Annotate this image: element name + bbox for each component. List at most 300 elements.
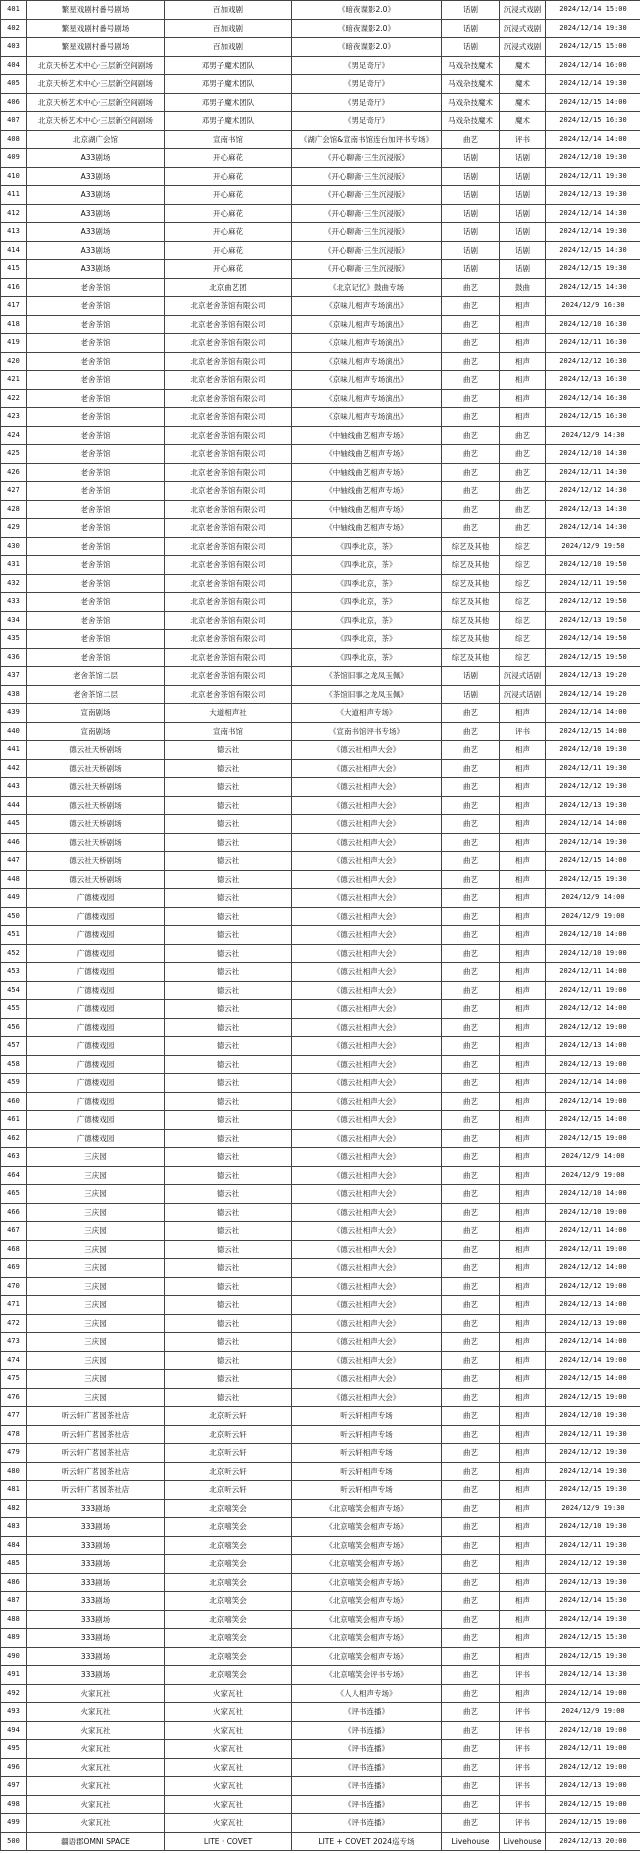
cell-category: Livehouse xyxy=(442,1832,500,1851)
cell-row-number: 407 xyxy=(1,112,27,131)
cell-venue: 333剧场 xyxy=(27,1518,165,1537)
cell-category: 马戏杂技魔术 xyxy=(442,112,500,131)
cell-subcategory: 相声 xyxy=(500,389,546,408)
cell-performance-time: 2024/12/13 14:30 xyxy=(546,500,640,519)
cell-subcategory: 相声 xyxy=(500,796,546,815)
cell-organizer: 开心麻花 xyxy=(165,167,292,186)
cell-category: 曲艺 xyxy=(442,130,500,149)
cell-row-number: 440 xyxy=(1,722,27,741)
cell-category: 曲艺 xyxy=(442,889,500,908)
cell-organizer: 北京嘻笑会 xyxy=(165,1573,292,1592)
cell-venue: A33剧场 xyxy=(27,204,165,223)
cell-venue: 广德楼戏园 xyxy=(27,1037,165,1056)
cell-organizer: 火家瓦社 xyxy=(165,1740,292,1759)
cell-category: 曲艺 xyxy=(442,371,500,390)
cell-category: 曲艺 xyxy=(442,852,500,871)
table-row xyxy=(1,1425,640,1444)
cell-category: 曲艺 xyxy=(442,870,500,889)
cell-category: 曲艺 xyxy=(442,1721,500,1740)
cell-category: 曲艺 xyxy=(442,1740,500,1759)
cell-program-title: 《德云社相声大会》 xyxy=(292,870,442,889)
cell-venue: 老舍茶馆 xyxy=(27,297,165,316)
cell-row-number: 460 xyxy=(1,1092,27,1111)
cell-organizer: 德云社 xyxy=(165,1203,292,1222)
cell-performance-time: 2024/12/15 15:00 xyxy=(546,38,640,57)
cell-performance-time: 2024/12/13 14:00 xyxy=(546,1296,640,1315)
cell-category: 曲艺 xyxy=(442,1092,500,1111)
cell-organizer: 北京嘻笑会 xyxy=(165,1629,292,1648)
table-row xyxy=(1,297,640,316)
cell-row-number: 495 xyxy=(1,1740,27,1759)
cell-category: 曲艺 xyxy=(442,1795,500,1814)
cell-venue: 333剧场 xyxy=(27,1592,165,1611)
cell-program-title: 听云轩相声专场 xyxy=(292,1425,442,1444)
cell-row-number: 412 xyxy=(1,204,27,223)
cell-program-title: 《开心聊斋·三生沉浸版》 xyxy=(292,167,442,186)
table-row xyxy=(1,1536,640,1555)
cell-performance-time: 2024/12/15 19:00 xyxy=(546,1388,640,1407)
cell-performance-time: 2024/12/14 19:30 xyxy=(546,75,640,94)
cell-subcategory: 评书 xyxy=(500,1758,546,1777)
cell-program-title: 《宣南书馆评书专场》 xyxy=(292,722,442,741)
cell-venue: 333剧场 xyxy=(27,1666,165,1685)
cell-row-number: 456 xyxy=(1,1018,27,1037)
cell-organizer: 德云社 xyxy=(165,1240,292,1259)
cell-program-title: 《中轴线曲艺相声专场》 xyxy=(292,500,442,519)
cell-category: 曲艺 xyxy=(442,1222,500,1241)
cell-row-number: 464 xyxy=(1,1166,27,1185)
cell-venue: 北京湖广会馆 xyxy=(27,130,165,149)
cell-subcategory: 评书 xyxy=(500,130,546,149)
cell-program-title: 《男足奇厅》 xyxy=(292,75,442,94)
cell-venue: 三庆园 xyxy=(27,1277,165,1296)
cell-performance-time: 2024/12/13 19:30 xyxy=(546,796,640,815)
cell-program-title: 《评书连播》 xyxy=(292,1758,442,1777)
cell-performance-time: 2024/12/15 16:30 xyxy=(546,112,640,131)
cell-program-title: 《人人相声专场》 xyxy=(292,1684,442,1703)
cell-subcategory: 沉浸式戏剧 xyxy=(500,1,546,20)
cell-category: 曲艺 xyxy=(442,778,500,797)
cell-program-title: 《德云社相声大会》 xyxy=(292,1370,442,1389)
cell-venue: 广德楼戏园 xyxy=(27,1074,165,1093)
cell-row-number: 463 xyxy=(1,1148,27,1167)
cell-category: 曲艺 xyxy=(442,1388,500,1407)
cell-program-title: 《德云社相声大会》 xyxy=(292,1222,442,1241)
cell-category: 曲艺 xyxy=(442,1666,500,1685)
cell-row-number: 491 xyxy=(1,1666,27,1685)
cell-subcategory: 相声 xyxy=(500,889,546,908)
cell-venue: 老舍茶馆 xyxy=(27,389,165,408)
cell-performance-time: 2024/12/13 19:00 xyxy=(546,1055,640,1074)
cell-performance-time: 2024/12/15 19:30 xyxy=(546,1481,640,1500)
cell-organizer: 邓男子魔术团队 xyxy=(165,112,292,131)
cell-row-number: 465 xyxy=(1,1185,27,1204)
cell-category: 曲艺 xyxy=(442,1277,500,1296)
cell-subcategory: 魔术 xyxy=(500,75,546,94)
cell-venue: 北京天桥艺术中心·三层新空间剧场 xyxy=(27,75,165,94)
cell-subcategory: 相声 xyxy=(500,1222,546,1241)
cell-venue: 繁星戏剧村番号剧场 xyxy=(27,38,165,57)
cell-organizer: 北京曲艺团 xyxy=(165,278,292,297)
table-row xyxy=(1,1277,640,1296)
cell-subcategory: 话剧 xyxy=(500,241,546,260)
cell-row-number: 452 xyxy=(1,944,27,963)
cell-performance-time: 2024/12/15 14:00 xyxy=(546,1111,640,1130)
cell-organizer: 北京听云轩 xyxy=(165,1481,292,1500)
cell-performance-time: 2024/12/9 19:00 xyxy=(546,1166,640,1185)
cell-subcategory: 综艺 xyxy=(500,556,546,575)
cell-venue: 北京天桥艺术中心·三层新空间剧场 xyxy=(27,93,165,112)
cell-row-number: 404 xyxy=(1,56,27,75)
cell-row-number: 443 xyxy=(1,778,27,797)
cell-subcategory: 魔术 xyxy=(500,112,546,131)
cell-row-number: 447 xyxy=(1,852,27,871)
cell-organizer: 德云社 xyxy=(165,1129,292,1148)
cell-row-number: 421 xyxy=(1,371,27,390)
cell-organizer: 德云社 xyxy=(165,1314,292,1333)
cell-row-number: 499 xyxy=(1,1814,27,1833)
cell-venue: 德云社天桥剧场 xyxy=(27,741,165,760)
table-row xyxy=(1,815,640,834)
cell-performance-time: 2024/12/15 16:30 xyxy=(546,408,640,427)
cell-row-number: 422 xyxy=(1,389,27,408)
cell-performance-time: 2024/12/15 19:00 xyxy=(546,1814,640,1833)
cell-program-title: 《德云社相声大会》 xyxy=(292,1388,442,1407)
cell-category: 曲艺 xyxy=(442,1647,500,1666)
cell-subcategory: 相声 xyxy=(500,352,546,371)
cell-venue: 老舍茶馆 xyxy=(27,611,165,630)
cell-program-title: 《北京嘻笑会相声专场》 xyxy=(292,1536,442,1555)
cell-row-number: 433 xyxy=(1,593,27,612)
cell-organizer: 德云社 xyxy=(165,1296,292,1315)
cell-program-title: 《中轴线曲艺相声专场》 xyxy=(292,463,442,482)
cell-subcategory: 相声 xyxy=(500,1055,546,1074)
cell-performance-time: 2024/12/12 19:30 xyxy=(546,1555,640,1574)
cell-organizer: 德云社 xyxy=(165,1277,292,1296)
cell-subcategory: 评书 xyxy=(500,1777,546,1796)
cell-program-title: 听云轩相声专场 xyxy=(292,1462,442,1481)
cell-venue: 333剧场 xyxy=(27,1610,165,1629)
cell-row-number: 425 xyxy=(1,445,27,464)
table-row xyxy=(1,1203,640,1222)
cell-row-number: 471 xyxy=(1,1296,27,1315)
cell-organizer: 火家瓦社 xyxy=(165,1684,292,1703)
cell-performance-time: 2024/12/14 13:30 xyxy=(546,1666,640,1685)
cell-organizer: 北京听云轩 xyxy=(165,1462,292,1481)
cell-performance-time: 2024/12/13 19:00 xyxy=(546,1777,640,1796)
cell-performance-time: 2024/12/10 19:30 xyxy=(546,1518,640,1537)
table-row xyxy=(1,1721,640,1740)
cell-venue: 老舍茶馆 xyxy=(27,500,165,519)
cell-row-number: 469 xyxy=(1,1259,27,1278)
cell-program-title: 《四季北京，茶》 xyxy=(292,574,442,593)
cell-row-number: 405 xyxy=(1,75,27,94)
cell-subcategory: 相声 xyxy=(500,907,546,926)
cell-venue: 老舍茶馆 xyxy=(27,537,165,556)
table-row xyxy=(1,19,640,38)
cell-program-title: 《德云社相声大会》 xyxy=(292,1148,442,1167)
cell-organizer: LITE · COVET xyxy=(165,1832,292,1851)
cell-program-title: 《男足奇厅》 xyxy=(292,56,442,75)
cell-subcategory: 相声 xyxy=(500,815,546,834)
cell-subcategory: 评书 xyxy=(500,1666,546,1685)
cell-row-number: 448 xyxy=(1,870,27,889)
cell-program-title: 《暗夜谍影2.0》 xyxy=(292,38,442,57)
cell-venue: A33剧场 xyxy=(27,167,165,186)
cell-organizer: 德云社 xyxy=(165,1370,292,1389)
cell-program-title: 《茶馆旧事之龙凤玉佩》 xyxy=(292,685,442,704)
cell-venue: 广德楼戏园 xyxy=(27,889,165,908)
cell-category: 曲艺 xyxy=(442,445,500,464)
cell-subcategory: 相声 xyxy=(500,1240,546,1259)
cell-organizer: 北京老舍茶馆有限公司 xyxy=(165,667,292,686)
cell-subcategory: 相声 xyxy=(500,1000,546,1019)
cell-performance-time: 2024/12/9 14:00 xyxy=(546,1148,640,1167)
cell-performance-time: 2024/12/10 19:00 xyxy=(546,1721,640,1740)
cell-subcategory: 相声 xyxy=(500,759,546,778)
cell-performance-time: 2024/12/13 16:30 xyxy=(546,371,640,390)
cell-organizer: 火家瓦社 xyxy=(165,1758,292,1777)
schedule-table-body xyxy=(1,1,640,1851)
cell-category: 曲艺 xyxy=(442,1610,500,1629)
cell-subcategory: 相声 xyxy=(500,1148,546,1167)
cell-venue: 北京天桥艺术中心·三层新空间剧场 xyxy=(27,112,165,131)
cell-program-title: 《德云社相声大会》 xyxy=(292,963,442,982)
cell-row-number: 457 xyxy=(1,1037,27,1056)
table-row xyxy=(1,1758,640,1777)
cell-organizer: 德云社 xyxy=(165,1185,292,1204)
cell-category: 曲艺 xyxy=(442,1462,500,1481)
cell-program-title: 《德云社相声大会》 xyxy=(292,1314,442,1333)
cell-category: 曲艺 xyxy=(442,741,500,760)
cell-venue: 听云轩广茗园茶社店 xyxy=(27,1481,165,1500)
cell-category: 曲艺 xyxy=(442,1018,500,1037)
table-row xyxy=(1,1259,640,1278)
cell-row-number: 439 xyxy=(1,704,27,723)
cell-program-title: 《德云社相声大会》 xyxy=(292,1166,442,1185)
cell-category: 曲艺 xyxy=(442,704,500,723)
cell-subcategory: 话剧 xyxy=(500,260,546,279)
cell-performance-time: 2024/12/14 19:50 xyxy=(546,630,640,649)
cell-subcategory: 相声 xyxy=(500,1129,546,1148)
cell-row-number: 474 xyxy=(1,1351,27,1370)
cell-performance-time: 2024/12/15 14:00 xyxy=(546,1370,640,1389)
cell-category: 曲艺 xyxy=(442,1758,500,1777)
cell-program-title: 《评书连播》 xyxy=(292,1814,442,1833)
cell-program-title: 《京味儿相声专场演出》 xyxy=(292,334,442,353)
cell-subcategory: 相声 xyxy=(500,1074,546,1093)
cell-category: 话剧 xyxy=(442,167,500,186)
cell-row-number: 430 xyxy=(1,537,27,556)
table-row xyxy=(1,1666,640,1685)
table-row xyxy=(1,38,640,57)
cell-program-title: 《四季北京，茶》 xyxy=(292,537,442,556)
cell-category: 话剧 xyxy=(442,1,500,20)
cell-category: 曲艺 xyxy=(442,1148,500,1167)
table-row xyxy=(1,1573,640,1592)
cell-organizer: 北京嘻笑会 xyxy=(165,1666,292,1685)
cell-organizer: 德云社 xyxy=(165,981,292,1000)
cell-venue: 广德楼戏园 xyxy=(27,907,165,926)
cell-performance-time: 2024/12/15 19:30 xyxy=(546,870,640,889)
table-row xyxy=(1,1296,640,1315)
cell-organizer: 德云社 xyxy=(165,1000,292,1019)
cell-venue: 333剧场 xyxy=(27,1629,165,1648)
cell-program-title: 《德云社相声大会》 xyxy=(292,1074,442,1093)
cell-organizer: 北京老舍茶馆有限公司 xyxy=(165,648,292,667)
table-row xyxy=(1,1629,640,1648)
cell-performance-time: 2024/12/10 14:00 xyxy=(546,926,640,945)
cell-row-number: 475 xyxy=(1,1370,27,1389)
cell-category: 曲艺 xyxy=(442,1037,500,1056)
cell-venue: 333剧场 xyxy=(27,1536,165,1555)
cell-venue: 老舍茶馆 xyxy=(27,445,165,464)
cell-program-title: 《德云社相声大会》 xyxy=(292,1240,442,1259)
cell-organizer: 开心麻花 xyxy=(165,149,292,168)
cell-organizer: 德云社 xyxy=(165,1074,292,1093)
cell-row-number: 413 xyxy=(1,223,27,242)
table-row xyxy=(1,278,640,297)
cell-category: 曲艺 xyxy=(442,278,500,297)
cell-organizer: 北京老舍茶馆有限公司 xyxy=(165,611,292,630)
cell-performance-time: 2024/12/11 19:00 xyxy=(546,1240,640,1259)
cell-program-title: 《茶馆旧事之龙凤玉佩》 xyxy=(292,667,442,686)
cell-row-number: 408 xyxy=(1,130,27,149)
cell-venue: 老舍茶馆 xyxy=(27,556,165,575)
cell-program-title: 《德云社相声大会》 xyxy=(292,1333,442,1352)
table-row xyxy=(1,149,640,168)
cell-performance-time: 2024/12/14 14:00 xyxy=(546,815,640,834)
cell-organizer: 德云社 xyxy=(165,1259,292,1278)
cell-row-number: 466 xyxy=(1,1203,27,1222)
cell-category: 曲艺 xyxy=(442,1370,500,1389)
cell-program-title: 《德云社相声大会》 xyxy=(292,981,442,1000)
cell-performance-time: 2024/12/14 19:30 xyxy=(546,19,640,38)
cell-category: 曲艺 xyxy=(442,389,500,408)
cell-performance-time: 2024/12/12 19:30 xyxy=(546,778,640,797)
cell-performance-time: 2024/12/9 19:50 xyxy=(546,537,640,556)
cell-venue: 火家瓦社 xyxy=(27,1703,165,1722)
table-row xyxy=(1,556,640,575)
cell-venue: 老舍茶馆 xyxy=(27,630,165,649)
cell-venue: 德云社天桥剧场 xyxy=(27,759,165,778)
cell-performance-time: 2024/12/15 19:30 xyxy=(546,260,640,279)
table-row xyxy=(1,1462,640,1481)
cell-venue: 广德楼戏园 xyxy=(27,1129,165,1148)
cell-category: 综艺及其他 xyxy=(442,574,500,593)
table-row xyxy=(1,630,640,649)
cell-category: 曲艺 xyxy=(442,1351,500,1370)
cell-category: 曲艺 xyxy=(442,1777,500,1796)
table-row xyxy=(1,1795,640,1814)
cell-organizer: 德云社 xyxy=(165,833,292,852)
cell-performance-time: 2024/12/15 19:50 xyxy=(546,648,640,667)
cell-program-title: 《北京嘻笑会相声专场》 xyxy=(292,1610,442,1629)
cell-performance-time: 2024/12/12 19:30 xyxy=(546,1444,640,1463)
cell-category: 曲艺 xyxy=(442,1629,500,1648)
cell-program-title: 《德云社相声大会》 xyxy=(292,1018,442,1037)
table-row xyxy=(1,1037,640,1056)
cell-subcategory: 综艺 xyxy=(500,630,546,649)
cell-organizer: 开心麻花 xyxy=(165,204,292,223)
cell-row-number: 423 xyxy=(1,408,27,427)
cell-row-number: 401 xyxy=(1,1,27,20)
table-row xyxy=(1,445,640,464)
cell-subcategory: 相声 xyxy=(500,1499,546,1518)
table-row xyxy=(1,519,640,538)
cell-performance-time: 2024/12/14 14:00 xyxy=(546,1333,640,1352)
cell-organizer: 北京嘻笑会 xyxy=(165,1610,292,1629)
cell-performance-time: 2024/12/14 19:20 xyxy=(546,685,640,704)
cell-organizer: 百加戏剧 xyxy=(165,1,292,20)
cell-organizer: 北京老舍茶馆有限公司 xyxy=(165,371,292,390)
cell-performance-time: 2024/12/11 19:30 xyxy=(546,1536,640,1555)
cell-program-title: LITE + COVET 2024巡专场 xyxy=(292,1832,442,1851)
table-row xyxy=(1,1333,640,1352)
cell-organizer: 北京老舍茶馆有限公司 xyxy=(165,297,292,316)
cell-subcategory: 评书 xyxy=(500,1795,546,1814)
table-row xyxy=(1,1740,640,1759)
table-row xyxy=(1,260,640,279)
cell-category: 曲艺 xyxy=(442,759,500,778)
cell-category: 曲艺 xyxy=(442,500,500,519)
cell-row-number: 473 xyxy=(1,1333,27,1352)
cell-program-title: 《四季北京，茶》 xyxy=(292,648,442,667)
cell-program-title: 《德云社相声大会》 xyxy=(292,1092,442,1111)
cell-program-title: 《大道相声专场》 xyxy=(292,704,442,723)
table-row xyxy=(1,1222,640,1241)
cell-subcategory: 鼓曲 xyxy=(500,278,546,297)
cell-category: 曲艺 xyxy=(442,796,500,815)
cell-performance-time: 2024/12/14 16:30 xyxy=(546,389,640,408)
cell-venue: A33剧场 xyxy=(27,149,165,168)
cell-venue: 老舍茶馆 xyxy=(27,371,165,390)
cell-organizer: 宣南书馆 xyxy=(165,130,292,149)
cell-performance-time: 2024/12/15 19:00 xyxy=(546,1795,640,1814)
cell-row-number: 480 xyxy=(1,1462,27,1481)
table-row xyxy=(1,1647,640,1666)
cell-program-title: 《德云社相声大会》 xyxy=(292,852,442,871)
cell-subcategory: 相声 xyxy=(500,704,546,723)
cell-subcategory: 相声 xyxy=(500,926,546,945)
cell-organizer: 宣南书馆 xyxy=(165,722,292,741)
cell-program-title: 《湖广会馆&宣南书馆连台加评书专场》 xyxy=(292,130,442,149)
cell-subcategory: 相声 xyxy=(500,1518,546,1537)
cell-venue: 三庆园 xyxy=(27,1148,165,1167)
cell-row-number: 444 xyxy=(1,796,27,815)
cell-category: 曲艺 xyxy=(442,519,500,538)
cell-performance-time: 2024/12/12 19:00 xyxy=(546,1277,640,1296)
cell-program-title: 《暗夜谍影2.0》 xyxy=(292,1,442,20)
cell-subcategory: 话剧 xyxy=(500,204,546,223)
cell-subcategory: 相声 xyxy=(500,1444,546,1463)
cell-category: 曲艺 xyxy=(442,1129,500,1148)
cell-category: 曲艺 xyxy=(442,833,500,852)
cell-program-title: 《评书连播》 xyxy=(292,1777,442,1796)
cell-row-number: 450 xyxy=(1,907,27,926)
cell-performance-time: 2024/12/10 19:00 xyxy=(546,1203,640,1222)
cell-venue: 火家瓦社 xyxy=(27,1795,165,1814)
cell-venue: 三庆园 xyxy=(27,1296,165,1315)
cell-venue: 宣南剧场 xyxy=(27,722,165,741)
cell-venue: 333剧场 xyxy=(27,1499,165,1518)
table-row xyxy=(1,1018,640,1037)
cell-performance-time: 2024/12/11 14:30 xyxy=(546,463,640,482)
cell-venue: 广德楼戏园 xyxy=(27,963,165,982)
cell-category: 综艺及其他 xyxy=(442,630,500,649)
cell-program-title: 《德云社相声大会》 xyxy=(292,1000,442,1019)
cell-program-title: 《德云社相声大会》 xyxy=(292,1037,442,1056)
